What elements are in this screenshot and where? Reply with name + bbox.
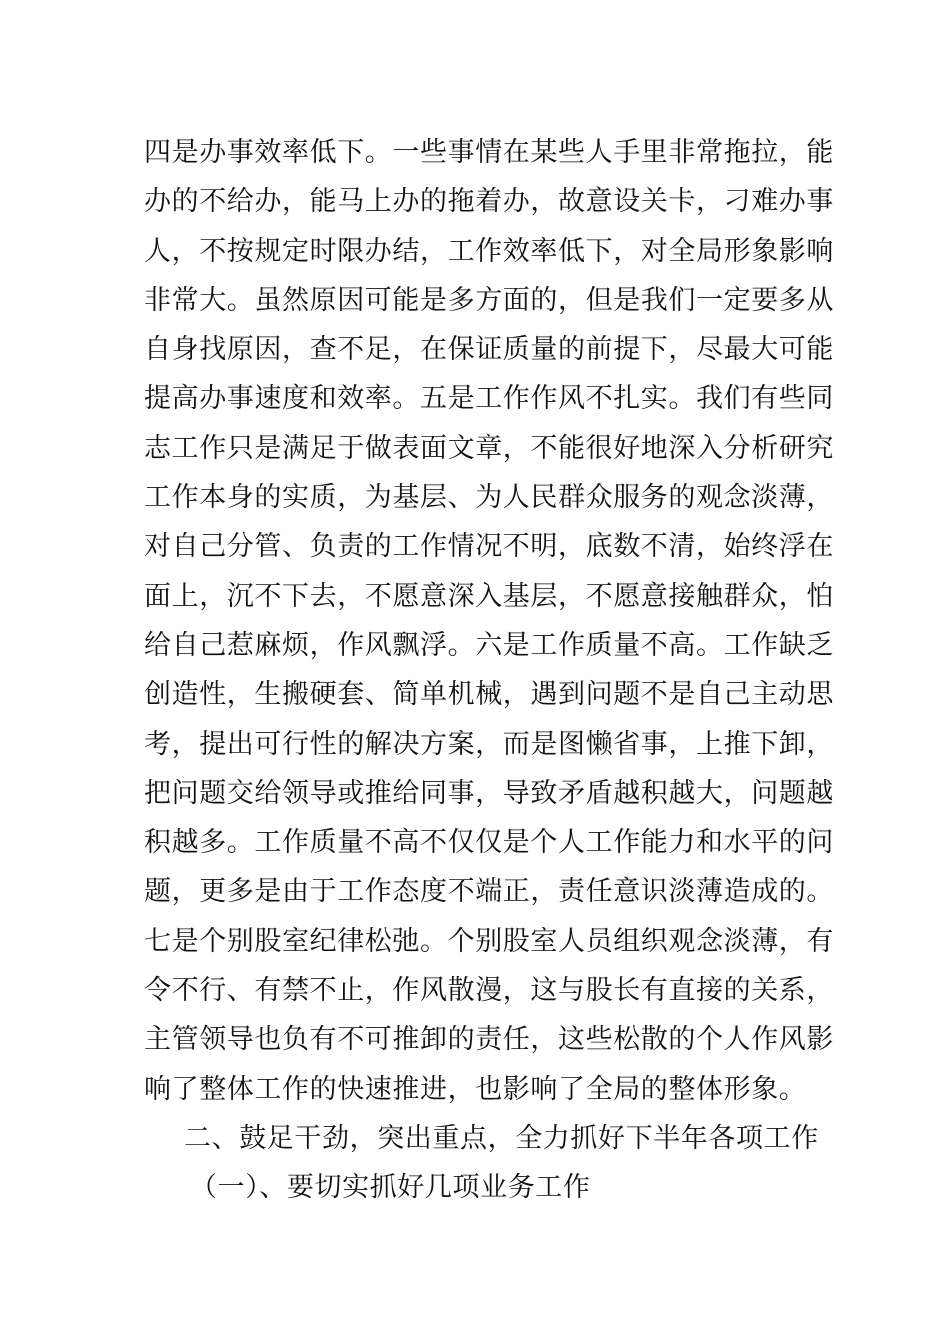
body-line: 把问题交给领导或推给同事，导致矛盾越积越大，问题越 <box>144 777 834 809</box>
body-line: 对自己分管、负责的工作情况不明，底数不清，始终浮在 <box>144 531 834 563</box>
body-line: 人，不按规定时限办结，工作效率低下，对全局形象影响 <box>144 235 834 267</box>
body-line: 四是办事效率低下。一些事情在某些人手里非常拖拉，能 <box>144 137 834 168</box>
section-heading: 二、鼓足干劲，突出重点，全力抓好下半年各项工作 <box>184 1122 819 1154</box>
body-line: 七是个别股室纪律松弛。个别股室人员组织观念淡薄，有 <box>144 925 834 957</box>
body-line: 面上，沉不下去，不愿意深入基层，不愿意接触群众，怕 <box>144 580 834 612</box>
subsection-heading: （一）、要切实抓好几项业务工作 <box>190 1172 591 1204</box>
body-line: 志工作只是满足于做表面文章，不能很好地深入分析研究 <box>144 432 834 464</box>
body-line: 令不行、有禁不止，作风散漫，这与股长有直接的关系， <box>144 975 834 1007</box>
body-line: 响了整体工作的快速推进，也影响了全局的整体形象。 <box>144 1073 807 1105</box>
body-line: 题，更多是由于工作态度不端正，责任意识淡薄造成的。 <box>144 876 834 908</box>
body-line: 考，提出可行性的解决方案，而是图懒省事，上推下卸， <box>144 728 834 760</box>
body-line: 工作本身的实质，为基层、为人民群众服务的观念淡薄， <box>144 482 834 514</box>
document-body <box>144 128 834 1213</box>
body-line: 给自己惹麻烦，作风飘浮。六是工作质量不高。工作缺乏 <box>144 629 834 661</box>
body-line: 办的不给办，能马上办的拖着办，故意设关卡，刁难办事 <box>144 186 834 218</box>
body-line: 提高办事速度和效率。五是工作作风不扎实。我们有些同 <box>144 383 834 415</box>
body-line: 主管领导也负有不可推卸的责任，这些松散的个人作风影 <box>144 1024 834 1056</box>
body-line: 非常大。虽然原因可能是多方面的，但是我们一定要多从 <box>144 284 834 316</box>
body-line: 自身找原因，查不足，在保证质量的前提下，尽最大可能 <box>144 334 834 366</box>
body-line: 积越多。工作质量不高不仅仅是个人工作能力和水平的问 <box>144 827 834 859</box>
body-line: 创造性，生搬硬套、简单机械，遇到问题不是自己主动思 <box>144 679 834 711</box>
